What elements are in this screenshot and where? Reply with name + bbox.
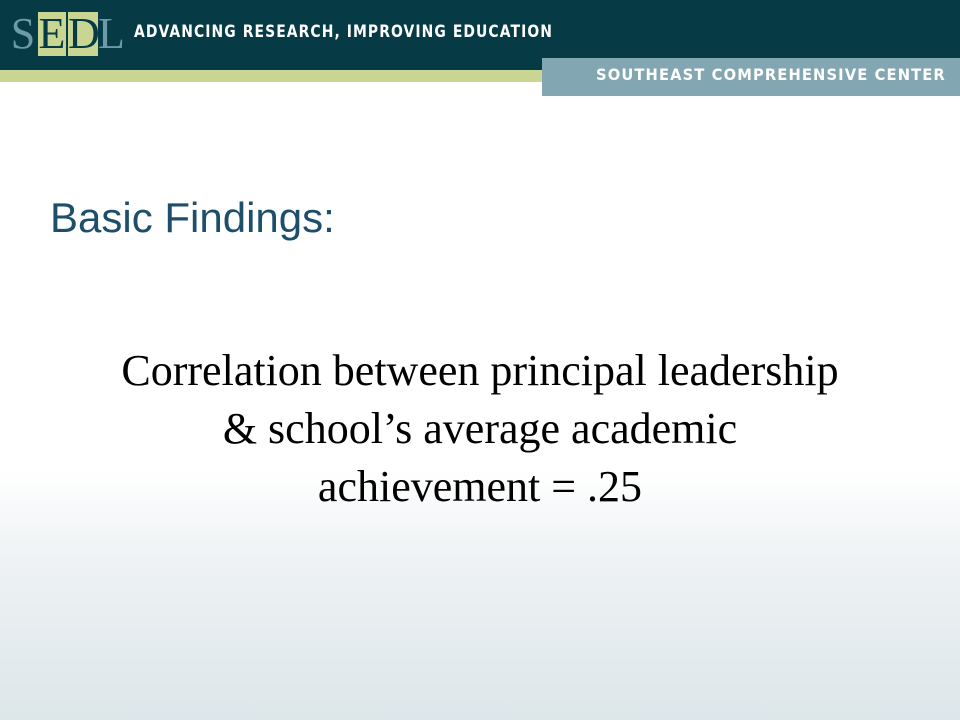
- header-tagline: ADVANCING RESEARCH, IMPROVING EDUCATION: [134, 22, 553, 42]
- logo-letter-e: E: [38, 9, 66, 58]
- logo-letter-l: L: [98, 9, 125, 58]
- center-name: SOUTHEAST COMPREHENSIVE CENTER: [596, 65, 946, 84]
- sedl-logo: [10, 9, 125, 58]
- logo-letter-s: S: [10, 9, 36, 58]
- body-line-1: Correlation between principal leadership: [121, 346, 839, 395]
- slide-body: [80, 342, 880, 516]
- logo-letter-d: D: [68, 9, 100, 58]
- body-line-2: & school’s average academic: [222, 404, 738, 453]
- body-line-3: achievement = .25: [317, 462, 643, 511]
- slide-title: Basic Findings:: [50, 194, 335, 241]
